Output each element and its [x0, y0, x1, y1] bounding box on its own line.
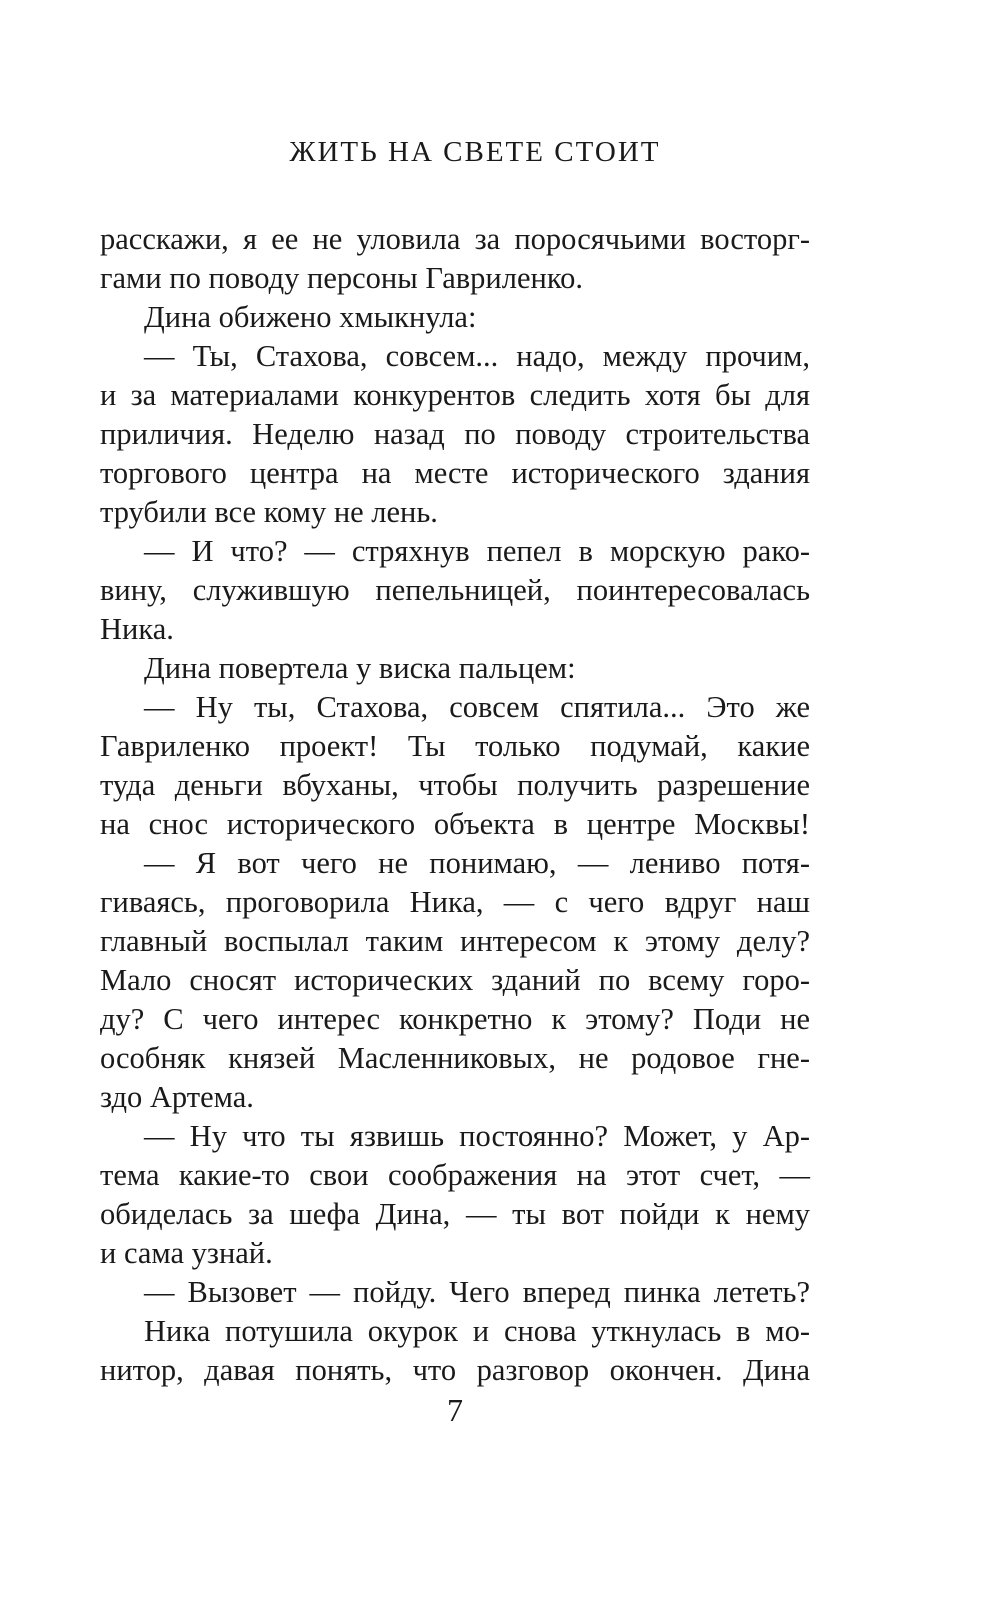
text-line: и за материалами конкурентов следить хотя бы для — [100, 378, 810, 412]
text-line: особняк князей Масленниковых, не родовое гне- — [100, 1041, 810, 1075]
text-line: ду? С чего интерес конкретно к этому? Поди не — [100, 1002, 810, 1036]
text-line: Дина обижено хмыкнула: — [144, 300, 477, 334]
text-line: на снос исторического объекта в центре Москвы! — [100, 807, 810, 841]
text-line: гами по поводу персоны Гавриленко. — [100, 261, 583, 295]
text-line: главный воспылал таким интересом к этому делу? — [100, 924, 810, 958]
text-line: обиделась за шефа Дина, — ты вот пойди к нему — [100, 1197, 810, 1231]
text-line: тема какие-то свои соображения на этот счет, — — [100, 1158, 810, 1192]
text-line: трубили все кому не лень. — [100, 495, 438, 529]
text-line: здо Артема. — [100, 1080, 254, 1114]
text-line: расскажи, я ее не уловила за поросячьими восторг- — [100, 222, 810, 256]
text-line: — Вызовет — пойду. Чего вперед пинка лететь? — [144, 1275, 810, 1309]
running-head: ЖИТЬ НА СВЕТЕ СТОИТ — [289, 136, 661, 168]
text-line: туда деньги вбуханы, чтобы получить разрешение — [100, 768, 810, 802]
text-line: Дина повертела у виска пальцем: — [144, 651, 576, 685]
text-line: нитор, давая понять, что разговор окончен. Дина — [100, 1353, 810, 1387]
text-line: вину, служившую пепельницей, поинтересовалась — [100, 573, 810, 607]
text-line: приличия. Неделю назад по поводу строительства — [100, 417, 810, 451]
text-line: Гавриленко проект! Ты только подумай, какие — [100, 729, 810, 763]
text-line: и сама узнай. — [100, 1236, 273, 1270]
text-line: Мало сносят исторических зданий по всему горо- — [100, 963, 810, 997]
text-line: — И что? — стряхнув пепел в морскую рако- — [144, 534, 810, 568]
text-line: Ника потушила окурок и снова уткнулась в мо- — [144, 1314, 810, 1348]
text-line: — Ну ты, Стахова, совсем спятила... Это же — [144, 690, 810, 724]
text-line: — Ты, Стахова, совсем... надо, между прочим, — [144, 339, 810, 373]
body-text — [100, 220, 810, 1390]
text-line: гиваясь, проговорила Ника, — с чего вдруг наш — [100, 885, 810, 919]
text-line: Ника. — [100, 612, 174, 646]
text-line: — Ну что ты язвишь постоянно? Может, у Ар- — [144, 1119, 810, 1153]
text-line: — Я вот чего не понимаю, — лениво потя- — [144, 846, 810, 880]
text-line: торгового центра на месте исторического здания — [100, 456, 810, 490]
page-number: 7 — [447, 1392, 463, 1428]
